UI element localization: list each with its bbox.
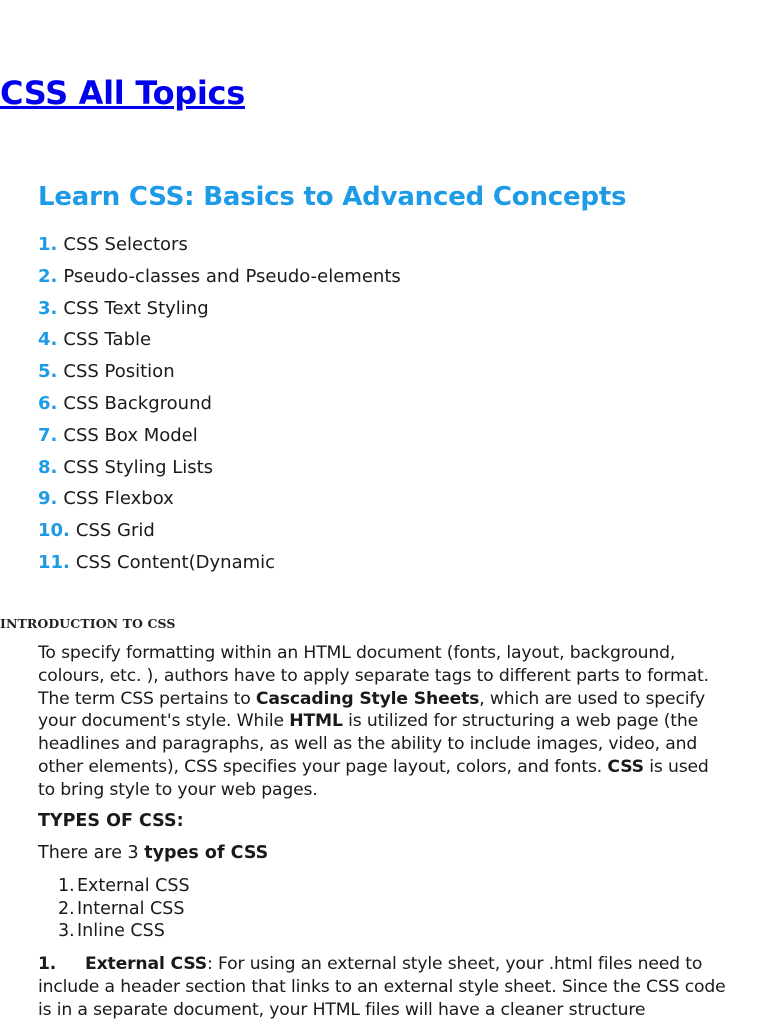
topic-item [38, 455, 401, 487]
topic-label: CSS Selectors [63, 234, 188, 255]
topic-item [38, 518, 401, 550]
types-item-number: 2. [58, 898, 75, 919]
topic-item [38, 550, 401, 582]
topic-number: 6. [38, 392, 58, 414]
topics-list [38, 232, 401, 582]
page-subtitle: Learn CSS: Basics to Advanced Concepts [38, 182, 627, 212]
topic-label: CSS Box Model [63, 424, 198, 446]
types-intro [38, 843, 268, 863]
intro-bold-html: HTML [289, 711, 343, 732]
topic-item [38, 264, 401, 296]
external-css-term: External CSS [85, 954, 208, 974]
intro-text-4: is used to bring style to your web pages. [38, 756, 709, 800]
page-title[interactable]: CSS All Topics [0, 74, 245, 112]
topic-item [38, 391, 401, 423]
types-intro-bold: types of CSS [144, 843, 269, 863]
external-css-number: 1. [38, 954, 57, 974]
topic-item [38, 359, 401, 391]
topic-number: 7. [38, 424, 58, 446]
topic-label: CSS Grid [75, 520, 155, 542]
external-css-text: : For using an external style sheet, your .html files need to include a header section that links to an external style sheet. Since the CSS code is in a separate document, your HTML files will have a cleaner structure [38, 954, 726, 1020]
types-item [58, 920, 190, 943]
topic-number: 10. [38, 520, 70, 542]
external-css-paragraph [38, 953, 728, 1021]
intro-heading: INTRODUCTION TO CSS [0, 616, 176, 631]
topic-number: 3. [38, 297, 58, 319]
types-item-number: 3. [58, 921, 75, 941]
topic-number: 8. [38, 456, 58, 478]
topic-label: CSS Text Styling [63, 297, 209, 319]
topic-item [38, 296, 401, 328]
types-item-label: External CSS [77, 876, 190, 896]
types-item-number: 1. [58, 876, 75, 896]
types-heading: TYPES OF CSS: [38, 811, 184, 831]
types-item-label: Internal CSS [77, 898, 185, 919]
topic-item [38, 423, 401, 455]
topic-number: 9. [38, 488, 58, 510]
types-intro-text: There are 3 [38, 843, 145, 863]
topic-label: CSS Table [63, 329, 152, 351]
topic-item [38, 232, 401, 264]
topic-label: CSS Content(Dynamic [75, 551, 276, 573]
topic-label: CSS Flexbox [63, 488, 174, 510]
topic-number: 5. [38, 361, 58, 383]
topic-item [38, 486, 401, 518]
intro-text-1: To specify formatting within an HTML document (fonts, layout, background, colours, etc. ), authors have to apply separate tags to different parts to format. The term CSS pertains to [38, 643, 709, 709]
intro-paragraph [38, 642, 728, 802]
types-item [58, 898, 190, 921]
intro-bold-cascading: Cascading Style Sheets [255, 688, 480, 709]
types-list [58, 875, 190, 943]
topic-label: CSS Position [63, 361, 175, 383]
intro-text-3: is utilized for structuring a web page (the headlines and paragraphs, as well as the ability to include images, video, and other elements), CSS specifies your page layout, colors, and fonts. [38, 711, 699, 777]
topic-number: 2. [38, 265, 58, 287]
topic-number: 4. [38, 329, 58, 351]
intro-bold-css: CSS [607, 756, 644, 777]
topic-number: 1. [38, 234, 58, 255]
types-item [58, 875, 190, 898]
topic-label: CSS Background [63, 392, 212, 414]
topic-item [38, 327, 401, 359]
intro-text-2: , which are used to specify your document's style. While [38, 688, 705, 732]
topic-number: 11. [38, 551, 70, 573]
topic-label: Pseudo-classes and Pseudo-elements [63, 265, 401, 287]
topic-label: CSS Styling Lists [63, 456, 214, 478]
types-item-label: Inline CSS [77, 921, 165, 941]
